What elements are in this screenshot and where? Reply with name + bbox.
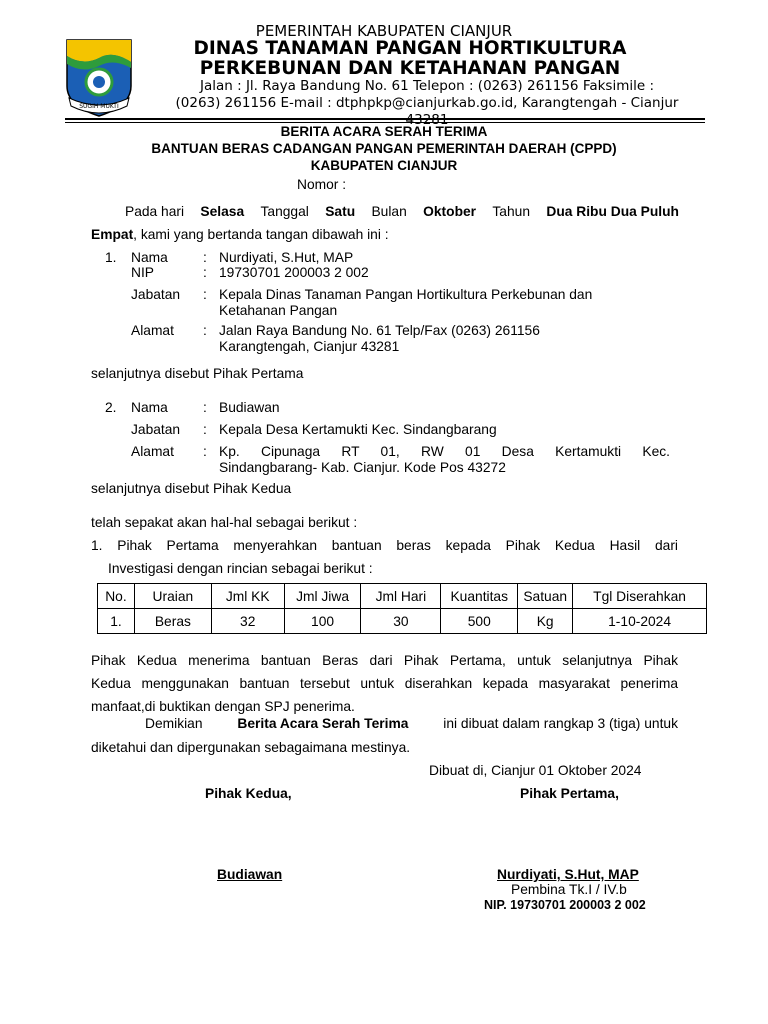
logo-text: SUGIH MUKTI [79, 103, 119, 110]
pihak1-alamat [219, 323, 540, 355]
colon: : [203, 323, 207, 338]
header-agency-line2: PERKEBUNAN DAN KETAHANAN PANGAN [199, 58, 621, 79]
doc-region: KABUPATEN CIANJUR [310, 158, 458, 173]
opening-tanggal: Satu [325, 204, 356, 219]
sign-kedua-name: Budiawan [217, 867, 283, 882]
table-header-cell: Uraian [134, 584, 211, 609]
pihak1-alamat-line1: Jalan Raya Bandung No. 61 Telp/Fax (0263) 261156 [219, 323, 540, 338]
opening-text: Tahun [492, 204, 530, 219]
pihak2-jabatan-label: Jabatan [131, 422, 181, 437]
opening-line2 [91, 227, 389, 242]
sepakat-text: telah sepakat akan hal-hal sebagai berikut : [91, 515, 358, 530]
pihak1-nip: 19730701 200003 2 002 [219, 265, 369, 280]
rincian-table [97, 583, 707, 634]
terima-line2: Kedua menggunakan bantuan tersebut untuk diserahkan kepada masyarakat penerima [91, 676, 678, 691]
pihak1-alamat-line2: Karangtengah, Cianjur 43281 [219, 339, 400, 354]
table-cell: 30 [361, 609, 441, 634]
pihak1-jabatan-line1: Kepala Dinas Tanaman Pangan Hortikultura Perkebunan dan [219, 287, 593, 302]
table-header-cell: No. [98, 584, 135, 609]
pihak2-number: 2. [105, 400, 117, 415]
header-agency-line1: DINAS TANAMAN PANGAN HORTIKULTURA [193, 38, 627, 59]
table-row [98, 609, 707, 634]
colon: : [203, 422, 207, 437]
terima-line3: manfaat,di buktikan dengan SPJ penerima. [91, 699, 355, 714]
header-agency [120, 39, 700, 79]
pihak1-sebut: selanjutnya disebut Pihak Pertama [91, 366, 304, 381]
table-header-cell: Jml KK [211, 584, 284, 609]
pihak1-nama: Nurdiyati, S.Hut, MAP [219, 250, 354, 265]
opening-text: Tanggal [260, 204, 309, 219]
pihak2-alamat-label: Alamat [131, 444, 174, 459]
pihak2-jabatan: Kepala Desa Kertamukti Kec. Sindangbarang [219, 422, 497, 437]
header-line1: PEMERINTAH KABUPATEN CIANJUR [255, 22, 513, 40]
table-cell: 1. [98, 609, 135, 634]
table-cell: Kg [518, 609, 573, 634]
header-address-line2: (0263) 261156 E-mail : dtphpkp@cianjurkab.go.id, Karangtengah - Cianjur [175, 95, 679, 111]
pihak2-alamat-line2: Sindangbarang- Kab. Cianjur. Kode Pos 43272 [219, 460, 506, 475]
dibuat-text: Dibuat di, Cianjur 01 Oktober 2024 [429, 763, 642, 778]
opening-hari: Selasa [200, 204, 245, 219]
table-cell: 500 [441, 609, 518, 634]
opening-text: , kami yang bertanda tangan dibawah ini : [133, 227, 389, 242]
sign-nip: NIP. 19730701 200003 2 002 [484, 898, 646, 912]
pihak1-alamat-label: Alamat [131, 323, 174, 338]
header-rule-thin [65, 122, 705, 123]
table-cell: Beras [134, 609, 211, 634]
penutup-text: ini dibuat dalam rangkap 3 (tiga) untuk [443, 716, 678, 731]
pihak1-nip-label: NIP [131, 265, 154, 280]
terima-paragraph [91, 649, 678, 718]
doc-title: BERITA ACARA SERAH TERIMA [280, 124, 488, 139]
colon: : [203, 444, 207, 459]
pihak2-alamat-line1: Kp. Cipunaga RT 01, RW 01 Desa Kertamukti Kec. [219, 444, 670, 459]
table-cell: 32 [211, 609, 284, 634]
colon: : [203, 265, 207, 280]
header-address-line1: Jalan : Jl. Raya Bandung No. 61 Telepon : (0263) 261156 Faksimile : [199, 78, 655, 94]
pihak2-nama-label: Nama [131, 400, 168, 415]
opening-text: Bulan [371, 204, 407, 219]
table-header-row [98, 584, 707, 609]
sign-pangkat: Pembina Tk.I / IV.b [511, 882, 627, 897]
header-address [132, 78, 722, 128]
table-header-cell: Tgl Diserahkan [573, 584, 707, 609]
colon: : [203, 250, 207, 265]
table-header-cell: Jml Hari [361, 584, 441, 609]
opening-text: Pada hari [125, 204, 185, 219]
pihak1-jabatan-label: Jabatan [131, 287, 181, 302]
header-rule-thick [65, 118, 705, 120]
pihak1-number: 1. [105, 250, 117, 265]
table-header-cell: Satuan [518, 584, 573, 609]
penutup-bold: Berita Acara Serah Terima [237, 716, 409, 731]
table-cell: 100 [284, 609, 361, 634]
colon: : [203, 400, 207, 415]
penutup-text: Demikian [145, 716, 203, 731]
penutup-line1 [145, 716, 678, 732]
sign-kedua-label: Pihak Kedua, [205, 786, 292, 801]
header-address-line3: 43281 [405, 112, 449, 128]
pihak1-jabatan [219, 287, 592, 319]
opening-bulan: Oktober [423, 204, 477, 219]
table-header-cell: Kuantitas [441, 584, 518, 609]
opening-tahun-end: Empat [91, 227, 134, 242]
penutup-line2: diketahui dan dipergunakan sebagaimana mestinya. [91, 740, 411, 755]
terima-line1: Pihak Kedua menerima bantuan Beras dari Pihak Pertama, untuk selanjutnya Pihak [91, 653, 678, 668]
pihak1-jabatan-line2: Ketahanan Pangan [219, 303, 338, 318]
table-cell: 1-10-2024 [573, 609, 707, 634]
doc-subtitle: BANTUAN BERAS CADANGAN PANGAN PEMERINTAH DAERAH (CPPD) [151, 141, 617, 156]
table-header-cell: Jml Jiwa [284, 584, 361, 609]
pihak2-alamat [219, 444, 670, 476]
pihak2-nama: Budiawan [219, 400, 280, 415]
pihak2-sebut: selanjutnya disebut Pihak Kedua [91, 481, 292, 496]
opening-line1 [91, 204, 679, 219]
colon: : [203, 287, 207, 302]
sign-pertama-label: Pihak Pertama, [520, 786, 619, 801]
poin1-line2: Investigasi dengan rincian sebagai berikut : [108, 561, 373, 576]
pihak1-nama-label: Nama [131, 250, 168, 265]
opening-tahun: Dua Ribu Dua Puluh [546, 204, 679, 219]
poin1-line1: 1. Pihak Pertama menyerahkan bantuan beras kepada Pihak Kedua Hasil dari [91, 538, 678, 553]
doc-nomor: Nomor : [297, 177, 347, 192]
sign-pertama-name: Nurdiyati, S.Hut, MAP [497, 867, 639, 882]
